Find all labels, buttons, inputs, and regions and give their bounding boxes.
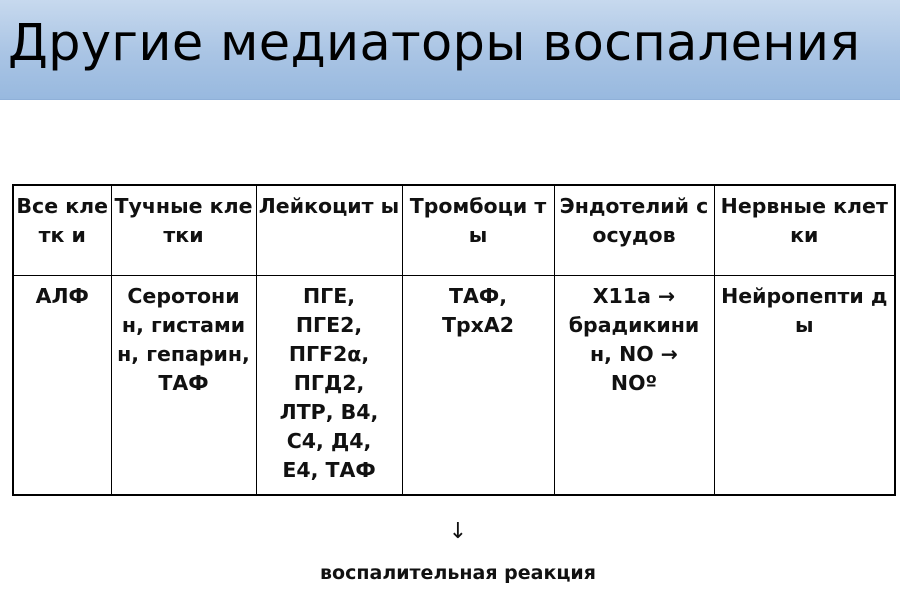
mediators-table xyxy=(12,184,896,496)
cell-all-cells: АЛФ xyxy=(13,275,111,495)
cell-leukocytes: ПГЕ, ПГЕ2, ПГF2α, ПГД2, ЛТР, В4, С4, Д4, Е4, ТАФ xyxy=(256,275,402,495)
cell-platelets: ТАФ, ТрхА2 xyxy=(402,275,554,495)
slide-title: Другие медиаторы воспаления xyxy=(8,14,861,73)
result-caption: воспалительная реакция xyxy=(320,562,596,584)
down-arrow-icon: ↓ xyxy=(448,519,468,544)
table-header-row xyxy=(13,185,895,275)
header-mast-cells: Тучные клетки xyxy=(111,185,256,275)
header-leukocytes: Лейкоцит ы xyxy=(256,185,402,275)
header-platelets: Тромбоци ты xyxy=(402,185,554,275)
header-nerve-cells: Нервные клетки xyxy=(714,185,895,275)
cell-endothelium: X11a → брадикини н, NO → NOº xyxy=(554,275,714,495)
title-banner xyxy=(0,0,900,100)
header-endothelium: Эндотелий сосудов xyxy=(554,185,714,275)
cell-nerve-cells: Нейропепти ды xyxy=(714,275,895,495)
header-all-cells: Все клетк и xyxy=(13,185,111,275)
table-row xyxy=(13,275,895,495)
cell-mast-cells: Серотони н, гистамин, гепарин, ТАФ xyxy=(111,275,256,495)
